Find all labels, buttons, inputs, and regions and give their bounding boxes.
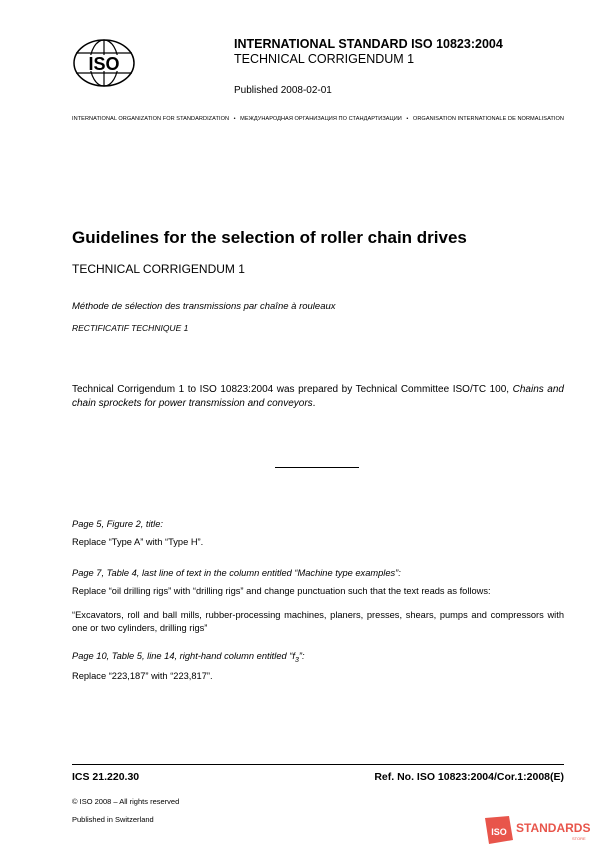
correction-2-heading: Page 7, Table 4, last line of text in the column entitled “Machine type examples”:: [72, 568, 401, 578]
document-subtitle: TECHNICAL CORRIGENDUM 1: [72, 262, 245, 276]
correction-3-text: Replace “223,187” with “223,817”.: [72, 671, 213, 681]
published-date: Published 2008-02-01: [234, 85, 332, 96]
org-russian: МЕЖДУНАРОДНАЯ ОРГАНИЗАЦИЯ ПО СТАНДАРТИЗАЦИИ: [240, 116, 402, 122]
org-separator: •: [406, 116, 409, 122]
copyright: © ISO 2008 – All rights reserved: [72, 797, 180, 806]
correction-1-heading: Page 5, Figure 2, title:: [72, 519, 163, 529]
badge-word: STANDARDS: [516, 821, 591, 835]
badge-iso: ISO: [491, 827, 507, 837]
ics-code: ICS 21.220.30: [72, 771, 140, 783]
org-french: ORGANISATION INTERNATIONALE DE NORMALISATION: [412, 116, 564, 122]
symbol-f: f: [292, 651, 295, 661]
french-title: Méthode de sélection des transmissions par chaîne à rouleaux: [72, 301, 336, 312]
footer-rule: [72, 764, 564, 765]
correction-1-text: Replace “Type A” with “Type H”.: [72, 537, 204, 547]
correction-2-text: Replace “oil drilling rigs” with “drilling rigs” and change punctuation such that the text reads as follows:: [72, 586, 491, 596]
committee-name: Chains and chain sprockets for power transmission and conveyors: [72, 384, 564, 409]
logo-text: ISO: [88, 54, 120, 74]
org-separator: •: [233, 116, 236, 122]
separator-rule: [275, 467, 359, 468]
intro-end: .: [312, 397, 316, 409]
heading-end: ”:: [298, 651, 305, 661]
french-subtitle: RECTIFICATIF TECHNIQUE 1: [72, 323, 189, 333]
heading-text: Page 10, Table 5, line 14, right-hand column entitled “: [72, 651, 293, 661]
document-title: Guidelines for the selection of roller chain drives: [72, 228, 467, 247]
badge-store: STORE: [572, 836, 586, 841]
organization-line: [72, 116, 564, 122]
published-location: Published in Switzerland: [72, 815, 154, 824]
correction-2-quote: “Excavators, roll and ball mills, rubber-processing machines, planers, presses, shears, pumps and compressors with one or two cylinders, drilling rigs”: [72, 610, 564, 633]
symbol-subscript: 3: [294, 656, 299, 664]
standard-title: INTERNATIONAL STANDARD ISO 10823:2004: [234, 37, 503, 51]
correction-3-heading: [72, 650, 564, 667]
intro-paragraph: [72, 383, 564, 410]
iso-logo: [72, 38, 136, 88]
intro-text: Technical Corrigendum 1 to ISO 10823:2004 was prepared by Technical Committee ISO/TC 100,: [72, 384, 513, 395]
org-english: INTERNATIONAL ORGANIZATION FOR STANDARDIZATION: [72, 116, 230, 122]
corrigendum-label: TECHNICAL CORRIGENDUM 1: [234, 52, 415, 66]
reference-number: Ref. No. ISO 10823:2004/Cor.1:2008(E): [374, 771, 564, 783]
store-badge[interactable]: [482, 814, 592, 848]
